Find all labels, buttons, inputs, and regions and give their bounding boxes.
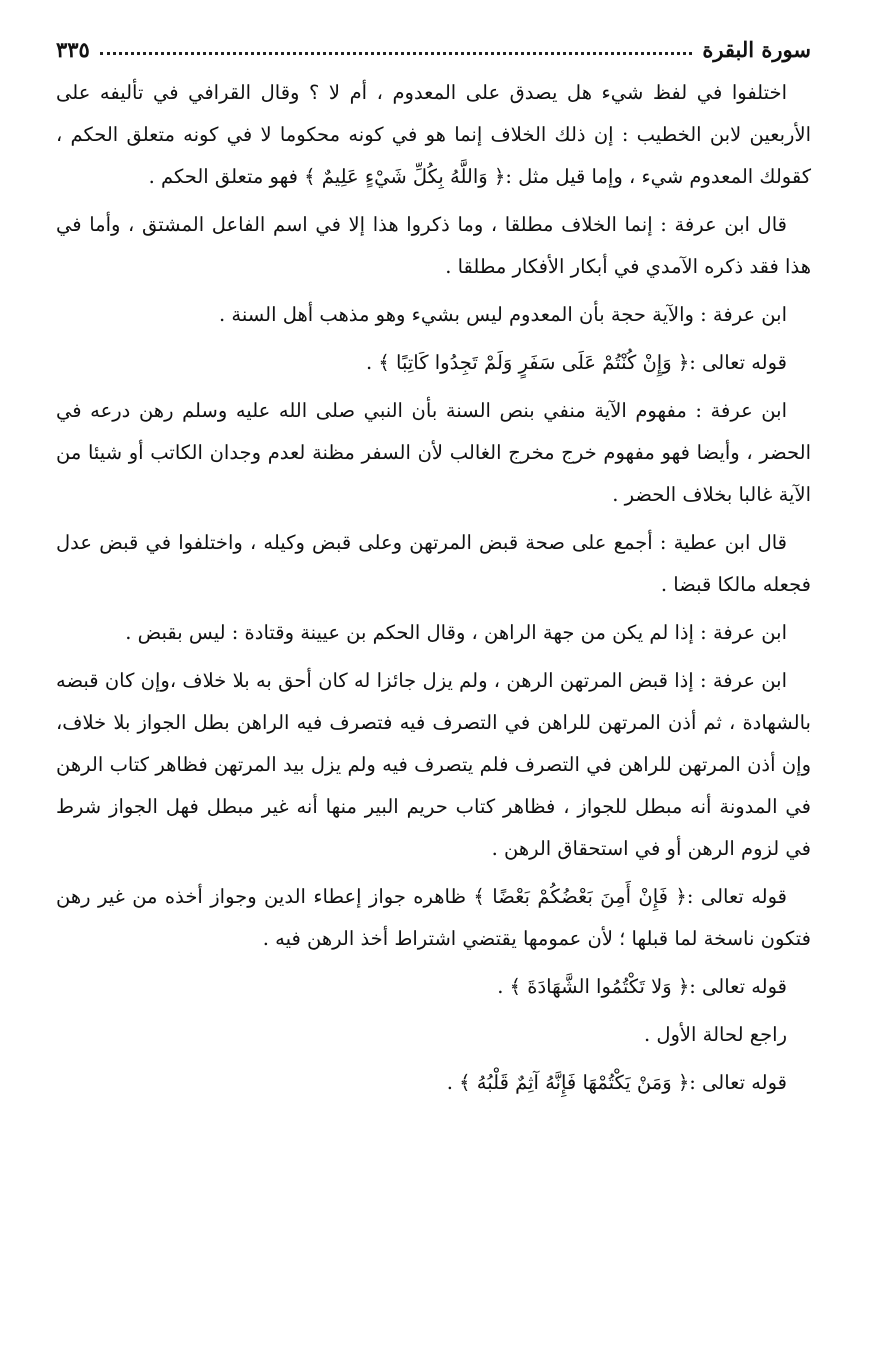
paragraph: راجع لحالة الأول . bbox=[643, 1023, 787, 1046]
paragraph: قال ابن عطية : أجمع على صحة قبض المرتهن وعلى قبض وكيله ، واختلفوا في قبض عدل فجعله مالكا قبضا . bbox=[56, 531, 811, 596]
paragraph: قوله تعالى :﴿ وَمَنْ يَكْتُمْهَا فَإِنَّهُ آثِمٌ قَلْبُهُ ﴾ . bbox=[446, 1071, 787, 1094]
paragraph: قال ابن عرفة : إنما الخلاف مطلقا ، وما ذكروا هذا إلا في اسم الفاعل المشتق ، وأما في هذا فقد ذكره الآمدي في أبكار الأفكار مطلقا . bbox=[56, 213, 811, 278]
paragraph: ابن عرفة : إذا قبض المرتهن الرهن ، ولم يزل جائزا له كان أحق به بلا خلاف ،وإن كان قبضه بالشهادة ، ثم أذن المرتهن للراهن في التصرف فيه فتصرف فيه الراهن بطل الجواز بلا خلاف، وإن أذن المرتهن للراهن في التصرف فلم يتصرف فيه ولم يزل بيد المرتهن فظاهر كتاب الرهن في المدونة أنه مبطل للجواز ، فظاهر كتاب حريم البير منها أنه غير مبطل فهل الجواز شرط في لزوم الرهن أو في استحقاق الرهن . bbox=[56, 669, 811, 860]
page-header bbox=[56, 32, 811, 66]
paragraph: اختلفوا في لفظ شيء هل يصدق على المعدوم ، أم لا ؟ وقال القرافي في تأليفه على الأربعين لابن الخطيب : إن ذلك الخلاف إنما هو في كونه محكوما لا في كونه متعلق الحكم ، كقولك المعدوم شيء ، وإما قيل مثل :﴿ وَاللَّهُ بِكُلِّ شَيْءٍ عَلِيمٌ ﴾ فهو متعلق الحكم . bbox=[56, 81, 811, 188]
paragraph: قوله تعالى :﴿ وَإِنْ كُنْتُمْ عَلَى سَفَرٍ وَلَمْ تَجِدُوا كَاتِبًا ﴾ . bbox=[366, 351, 787, 374]
paragraph: ابن عرفة : مفهوم الآية منفي بنص السنة بأن النبي صلى الله عليه وسلم رهن درعه في الحضر ، وأيضا فهو مفهوم خرج مخرج الغالب لأن السفر مظنة لعدم وجدان الكاتب أو شيئا من الآية غالبا بخلاف الحضر . bbox=[56, 399, 811, 506]
surah-title: سورة البقرة bbox=[702, 36, 811, 62]
paragraph: قوله تعالى :﴿ وَلا تَكْتُمُوا الشَّهَادَةَ ﴾ . bbox=[497, 975, 787, 998]
header-dotted-leader bbox=[100, 52, 692, 55]
paragraph: قوله تعالى :﴿ فَإِنْ أَمِنَ بَعْضُكُمْ بَعْضًا ﴾ ظاهره جواز إعطاء الدين وجواز أخذه من غير رهن فتكون ناسخة لما قبلها ؛ لأن عمومها يقتضي اشتراط أخذ الرهن فيه . bbox=[56, 885, 811, 950]
paragraph: ابن عرفة : والآية حجة بأن المعدوم ليس بشيء وهو مذهب أهل السنة . bbox=[219, 303, 787, 326]
paragraph: ابن عرفة : إذا لم يكن من جهة الراهن ، وقال الحكم بن عيينة وقتادة : ليس بقبض . bbox=[125, 621, 787, 644]
page-body bbox=[56, 72, 811, 1104]
page-number: ٣٣٥ bbox=[56, 36, 90, 62]
